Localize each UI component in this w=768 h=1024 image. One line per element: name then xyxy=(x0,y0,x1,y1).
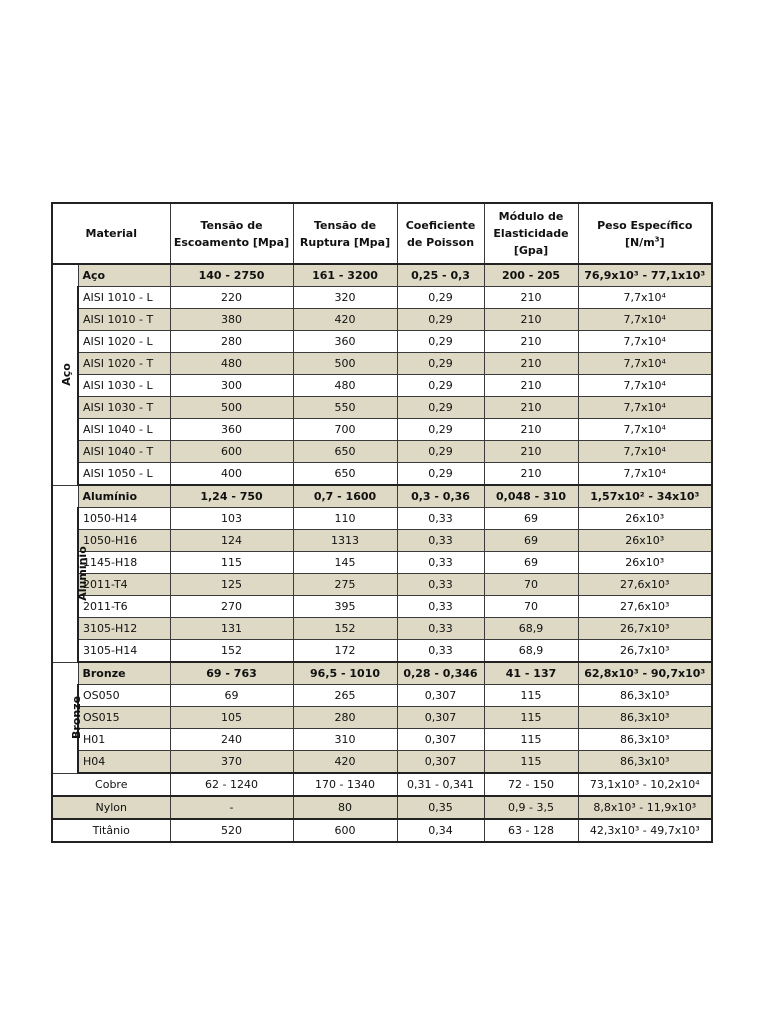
cell-poisson: 0,31 - 0,341 xyxy=(397,773,484,796)
cell-yield: 520 xyxy=(170,819,293,842)
group-label-text: Alumínio xyxy=(75,546,89,601)
material-name: Titânio xyxy=(52,819,170,842)
cell-ultimate: 172 xyxy=(293,640,397,663)
cell-weight: 76,9x10³ - 77,1x10³ xyxy=(578,264,712,287)
material-name: AISI 1030 - L xyxy=(78,375,170,397)
material-name: 1050-H16 xyxy=(78,530,170,552)
cell-poisson: 0,29 xyxy=(397,397,484,419)
table-row xyxy=(52,463,712,486)
cell-modulus: 210 xyxy=(484,353,578,375)
cell-ultimate: 96,5 - 1010 xyxy=(293,662,397,685)
group-label-text: Aço xyxy=(59,363,73,387)
cell-yield: 280 xyxy=(170,331,293,353)
material-name: 2011-T4 xyxy=(78,574,170,596)
cell-ultimate: 80 xyxy=(293,796,397,819)
cell-ultimate: 170 - 1340 xyxy=(293,773,397,796)
cell-yield: 103 xyxy=(170,508,293,530)
cell-modulus: 70 xyxy=(484,574,578,596)
cell-modulus: 210 xyxy=(484,463,578,486)
cell-ultimate: 110 xyxy=(293,508,397,530)
cell-yield: 380 xyxy=(170,309,293,331)
cell-weight: 7,7x10⁴ xyxy=(578,309,712,331)
cell-ultimate: 650 xyxy=(293,441,397,463)
material-name: OS015 xyxy=(78,707,170,729)
header-yield-strength: Tensão de Escoamento [Mpa] xyxy=(170,203,293,264)
cell-ultimate: 480 xyxy=(293,375,397,397)
cell-modulus: 69 xyxy=(484,508,578,530)
cell-ultimate: 275 xyxy=(293,574,397,596)
cell-poisson: 0,33 xyxy=(397,574,484,596)
header-specific-weight: Peso Específico $[N/m^3]$ xyxy=(578,203,712,264)
cell-poisson: 0,25 - 0,3 xyxy=(397,264,484,287)
table-row xyxy=(52,751,712,774)
cell-modulus: 41 - 137 xyxy=(484,662,578,685)
material-name: AISI 1050 - L xyxy=(78,463,170,486)
cell-modulus: 210 xyxy=(484,375,578,397)
table-row xyxy=(52,331,712,353)
materials-table xyxy=(51,202,713,843)
cell-yield: 220 xyxy=(170,287,293,309)
table-row xyxy=(52,508,712,530)
cell-poisson: 0,29 xyxy=(397,375,484,397)
cell-modulus: 72 - 150 xyxy=(484,773,578,796)
material-name: Alumínio xyxy=(78,485,170,508)
header-material: Material xyxy=(52,203,170,264)
cell-yield: 131 xyxy=(170,618,293,640)
header-poisson: Coeficiente de Poisson xyxy=(397,203,484,264)
cell-weight: 26x10³ xyxy=(578,530,712,552)
cell-poisson: 0,33 xyxy=(397,508,484,530)
cell-ultimate: 700 xyxy=(293,419,397,441)
material-name: AISI 1020 - L xyxy=(78,331,170,353)
table-row xyxy=(52,397,712,419)
header-row xyxy=(52,203,712,264)
cell-modulus: 63 - 128 xyxy=(484,819,578,842)
cell-ultimate: 1313 xyxy=(293,530,397,552)
material-name: Cobre xyxy=(52,773,170,796)
cell-ultimate: 0,7 - 1600 xyxy=(293,485,397,508)
cell-modulus: 115 xyxy=(484,751,578,774)
cell-modulus: 210 xyxy=(484,419,578,441)
table-row xyxy=(52,530,712,552)
cell-poisson: 0,34 xyxy=(397,819,484,842)
cell-weight: 86,3x10³ xyxy=(578,729,712,751)
cell-modulus: 0,048 - 310 xyxy=(484,485,578,508)
header-ultimate-strength: Tensão de Ruptura [Mpa] xyxy=(293,203,397,264)
cell-weight: 86,3x10³ xyxy=(578,707,712,729)
group-summary-row xyxy=(52,264,712,287)
table-row xyxy=(52,441,712,463)
cell-poisson: 0,3 - 0,36 xyxy=(397,485,484,508)
group-summary-row xyxy=(52,662,712,685)
cell-modulus: 115 xyxy=(484,707,578,729)
group-label-text: Bronze xyxy=(70,695,84,740)
single-material-row xyxy=(52,796,712,819)
cell-modulus: 210 xyxy=(484,397,578,419)
cell-poisson: 0,29 xyxy=(397,331,484,353)
cell-poisson: 0,307 xyxy=(397,751,484,774)
cell-poisson: 0,33 xyxy=(397,640,484,663)
cell-modulus: 210 xyxy=(484,309,578,331)
cell-yield: 400 xyxy=(170,463,293,486)
cell-poisson: 0,33 xyxy=(397,530,484,552)
table-row xyxy=(52,309,712,331)
material-name: H04 xyxy=(78,751,170,774)
table-row xyxy=(52,353,712,375)
cell-yield: 600 xyxy=(170,441,293,463)
material-name: Nylon xyxy=(52,796,170,819)
cell-poisson: 0,29 xyxy=(397,419,484,441)
cell-yield: 270 xyxy=(170,596,293,618)
cell-poisson: 0,29 xyxy=(397,353,484,375)
cell-yield: 360 xyxy=(170,419,293,441)
cell-weight: 42,3x10³ - 49,7x10³ xyxy=(578,819,712,842)
table-row xyxy=(52,596,712,618)
cell-poisson: 0,33 xyxy=(397,596,484,618)
cell-ultimate: 161 - 3200 xyxy=(293,264,397,287)
cell-weight: 27,6x10³ xyxy=(578,596,712,618)
cell-ultimate: 145 xyxy=(293,552,397,574)
cell-weight: 26x10³ xyxy=(578,552,712,574)
cell-poisson: 0,33 xyxy=(397,618,484,640)
cell-yield: 62 - 1240 xyxy=(170,773,293,796)
cell-yield: 125 xyxy=(170,574,293,596)
cell-weight: 26,7x10³ xyxy=(578,618,712,640)
cell-poisson: 0,29 xyxy=(397,287,484,309)
table-row xyxy=(52,685,712,707)
cell-modulus: 69 xyxy=(484,530,578,552)
cell-weight: 73,1x10³ - 10,2x10⁴ xyxy=(578,773,712,796)
cell-poisson: 0,28 - 0,346 xyxy=(397,662,484,685)
cell-yield: 69 xyxy=(170,685,293,707)
cell-ultimate: 152 xyxy=(293,618,397,640)
material-name: 3105-H12 xyxy=(78,618,170,640)
cell-weight: 7,7x10⁴ xyxy=(578,331,712,353)
cell-modulus: 70 xyxy=(484,596,578,618)
cell-weight: 8,8x10³ - 11,9x10³ xyxy=(578,796,712,819)
cell-yield: 1,24 - 750 xyxy=(170,485,293,508)
material-name: OS050 xyxy=(78,685,170,707)
cell-yield: 140 - 2750 xyxy=(170,264,293,287)
cell-weight: 7,7x10⁴ xyxy=(578,397,712,419)
cell-modulus: 210 xyxy=(484,441,578,463)
table-row xyxy=(52,375,712,397)
cell-yield: 370 xyxy=(170,751,293,774)
cell-modulus: 115 xyxy=(484,685,578,707)
cell-modulus: 68,9 xyxy=(484,640,578,663)
cell-weight: 1,57x10² - 34x10³ xyxy=(578,485,712,508)
cell-yield: 300 xyxy=(170,375,293,397)
cell-ultimate: 360 xyxy=(293,331,397,353)
table-row xyxy=(52,287,712,309)
table-row xyxy=(52,640,712,663)
cell-yield: 500 xyxy=(170,397,293,419)
cell-modulus: 200 - 205 xyxy=(484,264,578,287)
cell-poisson: 0,35 xyxy=(397,796,484,819)
cell-poisson: 0,307 xyxy=(397,707,484,729)
cell-poisson: 0,33 xyxy=(397,552,484,574)
cell-weight: 27,6x10³ xyxy=(578,574,712,596)
material-name: AISI 1030 - T xyxy=(78,397,170,419)
cell-yield: 69 - 763 xyxy=(170,662,293,685)
header-modulus: Módulo de Elasticidade [Gpa] xyxy=(484,203,578,264)
table-row xyxy=(52,707,712,729)
cell-weight: 26x10³ xyxy=(578,508,712,530)
cell-modulus: 68,9 xyxy=(484,618,578,640)
cell-weight: 86,3x10³ xyxy=(578,685,712,707)
cell-weight: 86,3x10³ xyxy=(578,751,712,774)
cell-ultimate: 420 xyxy=(293,751,397,774)
cell-weight: 26,7x10³ xyxy=(578,640,712,663)
cell-ultimate: 420 xyxy=(293,309,397,331)
cell-weight: 7,7x10⁴ xyxy=(578,375,712,397)
cell-weight: 7,7x10⁴ xyxy=(578,463,712,486)
cell-yield: 115 xyxy=(170,552,293,574)
cell-weight: 7,7x10⁴ xyxy=(578,353,712,375)
cell-ultimate: 395 xyxy=(293,596,397,618)
cell-yield: 240 xyxy=(170,729,293,751)
material-name: 1145-H18 xyxy=(78,552,170,574)
material-name: 2011-T6 xyxy=(78,596,170,618)
cell-modulus: 115 xyxy=(484,729,578,751)
table-row xyxy=(52,419,712,441)
cell-ultimate: 550 xyxy=(293,397,397,419)
cell-modulus: 210 xyxy=(484,287,578,309)
material-name: AISI 1040 - L xyxy=(78,419,170,441)
cell-yield: 105 xyxy=(170,707,293,729)
cell-weight: 62,8x10³ - 90,7x10³ xyxy=(578,662,712,685)
cell-weight: 7,7x10⁴ xyxy=(578,287,712,309)
group-label xyxy=(52,662,84,773)
cell-ultimate: 600 xyxy=(293,819,397,842)
cell-modulus: 69 xyxy=(484,552,578,574)
cell-weight: 7,7x10⁴ xyxy=(578,441,712,463)
cell-ultimate: 320 xyxy=(293,287,397,309)
cell-modulus: 210 xyxy=(484,331,578,353)
cell-poisson: 0,29 xyxy=(397,309,484,331)
material-name: AISI 1040 - T xyxy=(78,441,170,463)
cell-ultimate: 265 xyxy=(293,685,397,707)
material-name: H01 xyxy=(78,729,170,751)
table-row xyxy=(52,574,712,596)
cell-poisson: 0,307 xyxy=(397,729,484,751)
cell-weight: 7,7x10⁴ xyxy=(578,419,712,441)
cell-ultimate: 650 xyxy=(293,463,397,486)
material-name: 3105-H14 xyxy=(78,640,170,663)
group-label xyxy=(52,485,89,662)
cell-yield: 480 xyxy=(170,353,293,375)
cell-ultimate: 500 xyxy=(293,353,397,375)
cell-yield: - xyxy=(170,796,293,819)
material-name: Aço xyxy=(78,264,170,287)
material-name: AISI 1010 - L xyxy=(78,287,170,309)
group-summary-row xyxy=(52,485,712,508)
material-name: 1050-H14 xyxy=(78,508,170,530)
single-material-row xyxy=(52,819,712,842)
cell-yield: 152 xyxy=(170,640,293,663)
table-row xyxy=(52,729,712,751)
single-material-row xyxy=(52,773,712,796)
material-name: AISI 1020 - T xyxy=(78,353,170,375)
material-name: AISI 1010 - T xyxy=(78,309,170,331)
table-row xyxy=(52,618,712,640)
cell-poisson: 0,29 xyxy=(397,463,484,486)
table-row xyxy=(52,552,712,574)
cell-poisson: 0,29 xyxy=(397,441,484,463)
cell-ultimate: 310 xyxy=(293,729,397,751)
cell-poisson: 0,307 xyxy=(397,685,484,707)
group-label xyxy=(52,264,78,485)
cell-yield: 124 xyxy=(170,530,293,552)
material-name: Bronze xyxy=(78,662,170,685)
cell-modulus: 0,9 - 3,5 xyxy=(484,796,578,819)
cell-ultimate: 280 xyxy=(293,707,397,729)
